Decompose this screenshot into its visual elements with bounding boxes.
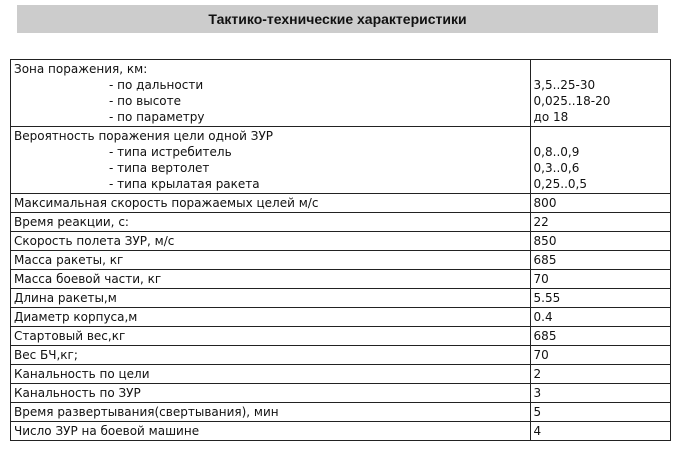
row-label: Стартовый вес,кг — [11, 327, 531, 346]
row-value: 70 — [530, 270, 670, 289]
table-row — [11, 194, 671, 213]
table-row — [11, 403, 671, 422]
table-row — [11, 289, 671, 308]
table-row — [11, 251, 671, 270]
table-row — [11, 308, 671, 327]
table-row — [11, 384, 671, 403]
group-item-label: - типа крылатая ракета — [109, 177, 260, 191]
row-label: Максимальная скорость поражаемых целей м/с — [11, 194, 531, 213]
row-value: 3 — [530, 384, 670, 403]
group-item-value: до 18 — [533, 110, 569, 124]
table-row — [11, 422, 671, 441]
row-value: 685 — [530, 251, 670, 270]
row-label: Масса ракеты, кг — [11, 251, 531, 270]
group-item-value: 0,3..0,6 — [533, 161, 580, 175]
row-value: 5 — [530, 403, 670, 422]
table-row-group-probability — [11, 127, 671, 194]
group-item-label: - типа истребитель — [109, 145, 232, 159]
row-label: Канальность по ЗУР — [11, 384, 531, 403]
group-item-value: 0,025..18-20 — [533, 94, 611, 108]
row-value: 5.55 — [530, 289, 670, 308]
row-label: Длина ракеты,м — [11, 289, 531, 308]
group-label-cell — [11, 60, 531, 127]
table-row — [11, 365, 671, 384]
group-value-cell — [530, 60, 670, 127]
group-item-label: - типа вертолет — [109, 161, 210, 175]
table-row — [11, 270, 671, 289]
row-label: Число ЗУР на боевой машине — [11, 422, 531, 441]
group-item-value: 3,5..25-30 — [533, 78, 596, 92]
page-title: Тактико-технические характеристики — [208, 11, 467, 27]
row-label: Вес БЧ,кг; — [11, 346, 531, 365]
row-value: 70 — [530, 346, 670, 365]
title-bar — [17, 5, 658, 33]
row-value: 0.4 — [530, 308, 670, 327]
group-item-label: - по дальности — [109, 78, 204, 92]
row-label: Время развертывания(свертывания), мин — [11, 403, 531, 422]
row-value: 22 — [530, 213, 670, 232]
group-item-label: - по параметру — [109, 110, 205, 124]
row-label: Канальность по цели — [11, 365, 531, 384]
row-label: Диаметр корпуса,м — [11, 308, 531, 327]
group-label-cell — [11, 127, 531, 194]
table-row — [11, 232, 671, 251]
group-item-value: 0,25..0,5 — [533, 177, 587, 191]
table-row — [11, 327, 671, 346]
row-label: Масса боевой части, кг — [11, 270, 531, 289]
group-value-cell — [530, 127, 670, 194]
row-label: Время реакции, с: — [11, 213, 531, 232]
group-item-label: - по высоте — [109, 94, 182, 108]
group-item-value: 0,8..0,9 — [533, 145, 580, 159]
row-value: 2 — [530, 365, 670, 384]
row-value: 685 — [530, 327, 670, 346]
row-value: 800 — [530, 194, 670, 213]
group-title: Вероятность поражения цели одной ЗУР — [14, 129, 273, 143]
table-row-group-zone — [11, 60, 671, 127]
specs-table — [10, 59, 671, 441]
table-row — [11, 213, 671, 232]
row-label: Скорость полета ЗУР, м/с — [11, 232, 531, 251]
table-row — [11, 346, 671, 365]
group-title: Зона поражения, км: — [14, 62, 148, 76]
row-value: 850 — [530, 232, 670, 251]
row-value: 4 — [530, 422, 670, 441]
